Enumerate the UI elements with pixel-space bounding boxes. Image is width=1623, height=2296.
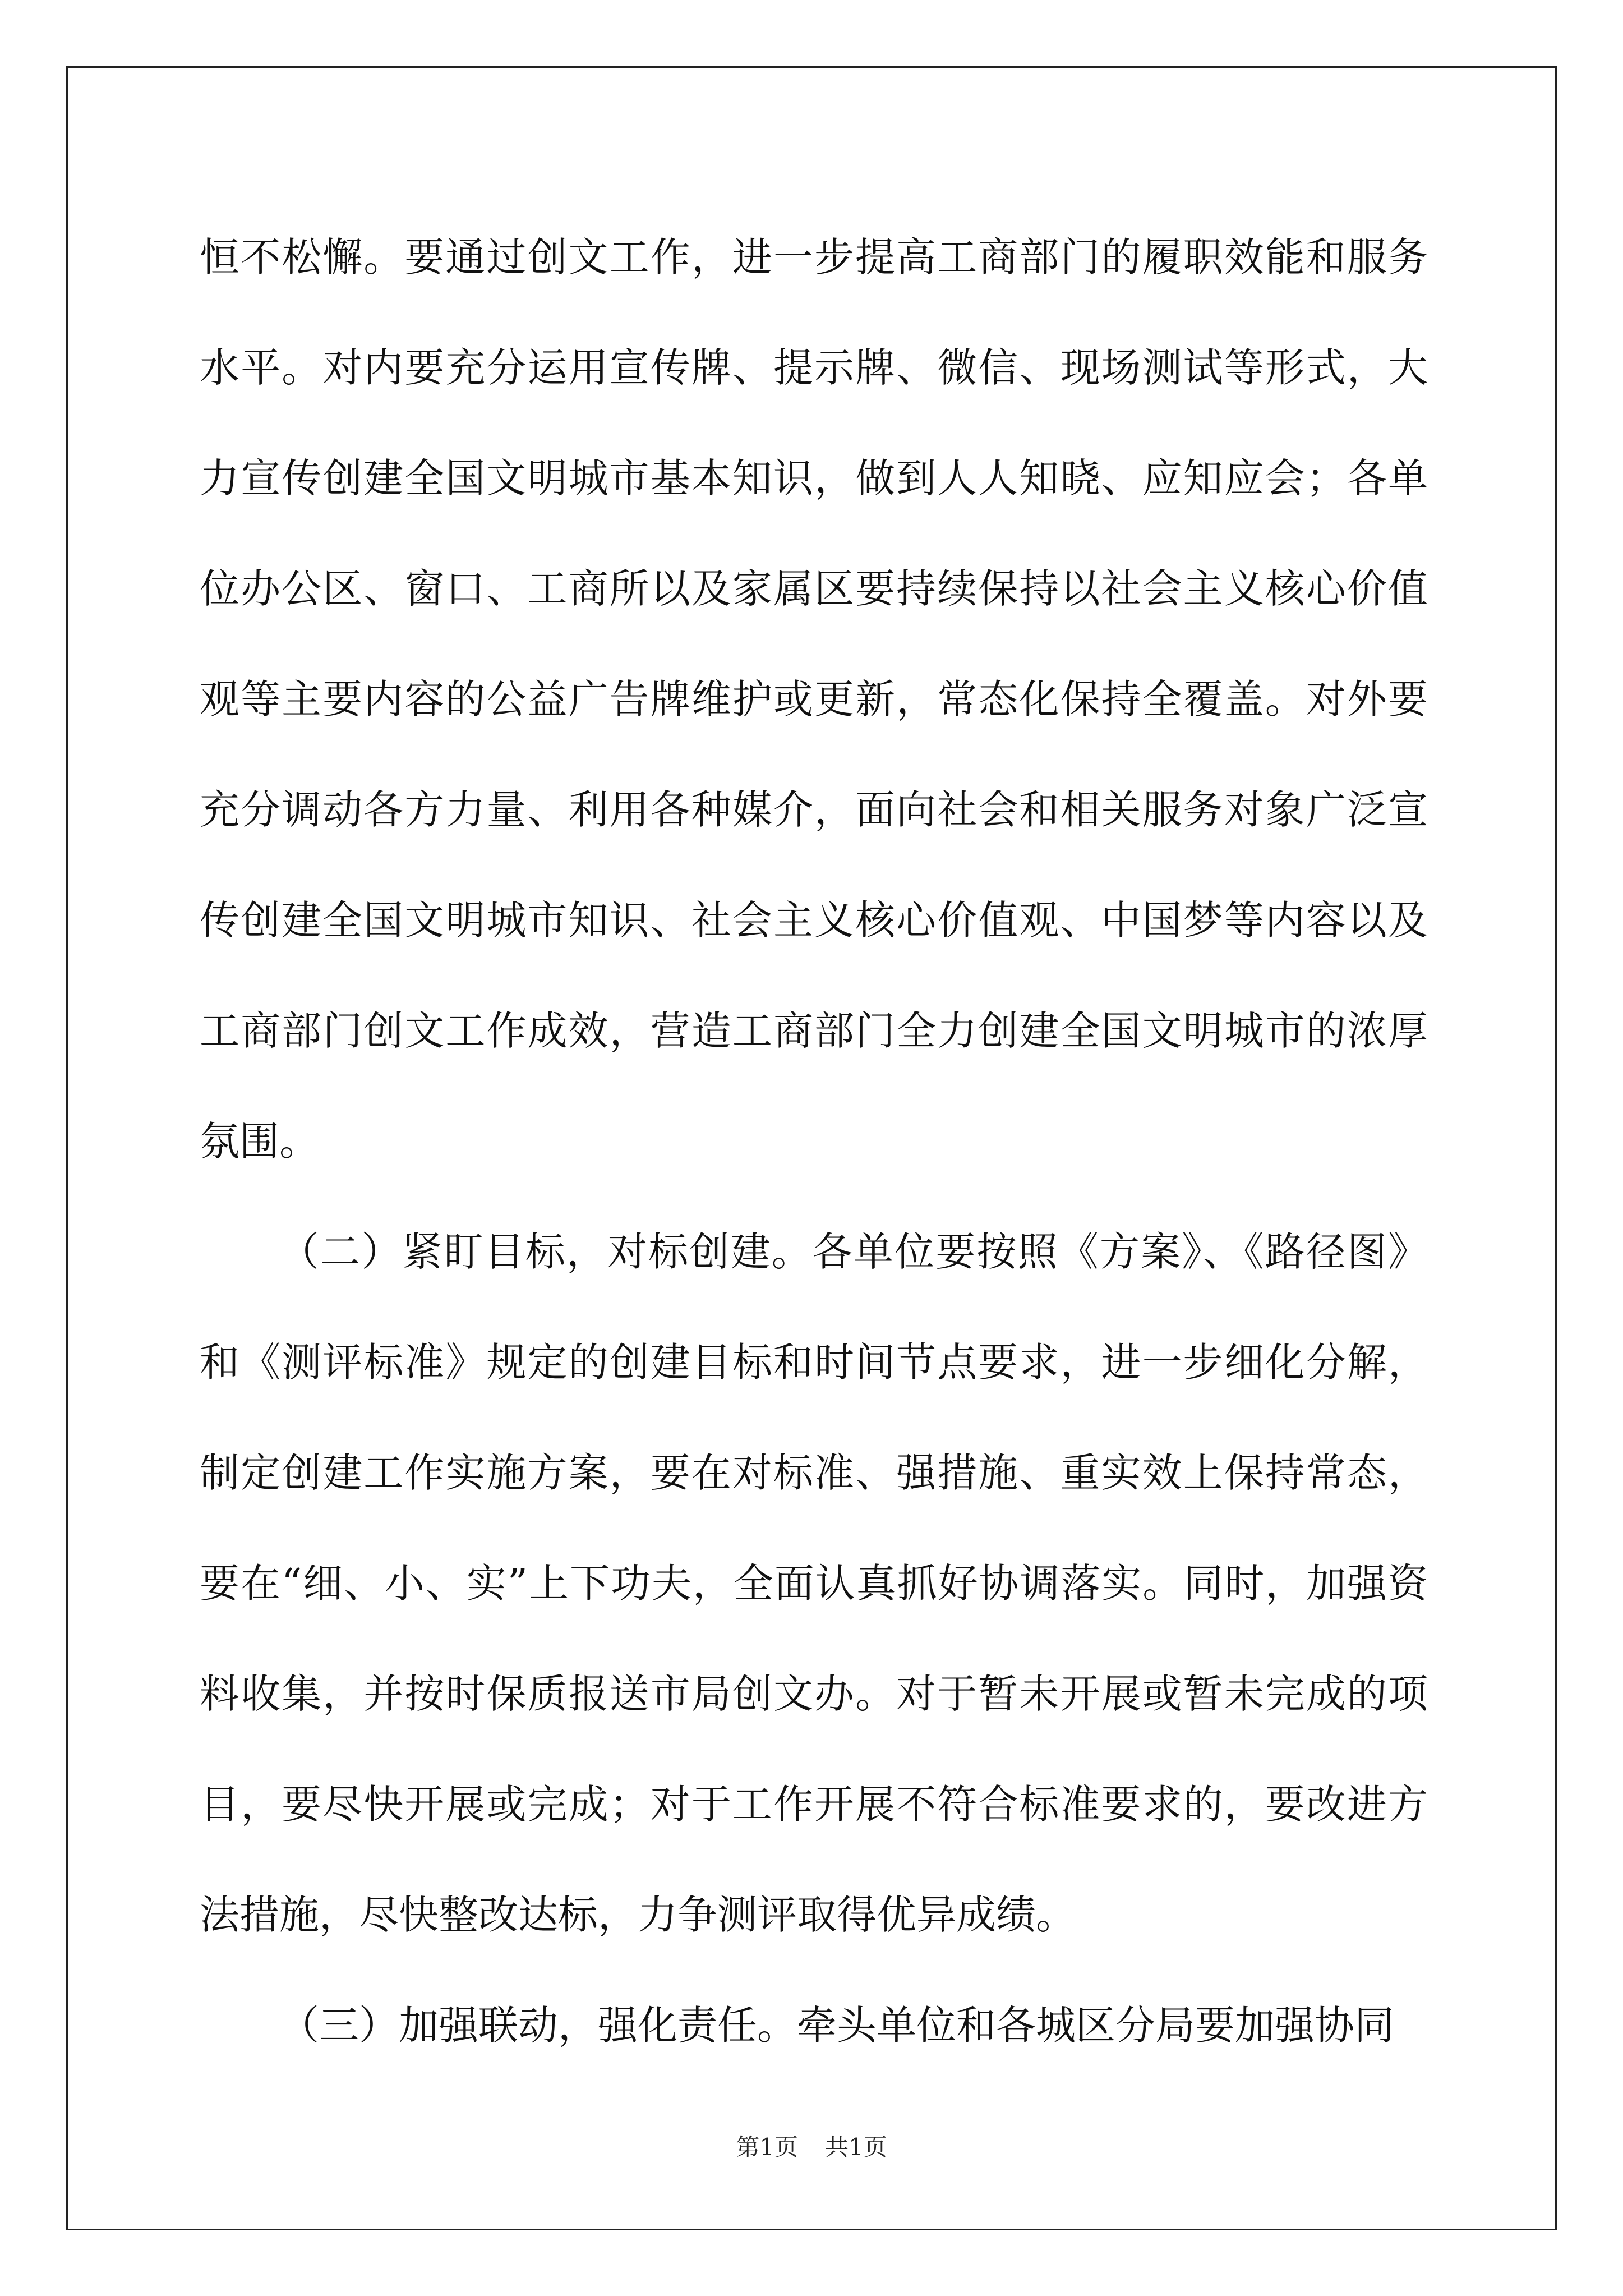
- paragraph-3: （三）加强联动，强化责任。牵头单位和各城区分局要加强协同: [279, 2002, 1395, 2049]
- page-footer: [0, 2129, 1623, 2162]
- paragraph-1: 恒不松懈。要通过创文工作，进一步提高工商部门的履职效能和服务水平。对内要充分运用宣传牌、提示牌、微信、现场测试等形式，大力宣传创建全国文明城市基本知识，做到人人知晓、应知应会；各单位办公区、窗口、工商所以及家属区要持续保持以社会主义核心价值观等主要内容的公益广告牌维护或更新，常态化保持全覆盖。对外要充分调动各方力量、利用各种媒介，面向社会和相关服务对象广泛宣传创建全国文明城市知识、社会主义核心价值观、中国梦等内容以及工商部门创文工作成效，营造工商部门全力创建全国文明城市的浓厚氛围。: [200, 234, 1428, 1165]
- document-body: [200, 202, 1428, 2081]
- page-total: 共1页: [825, 2133, 887, 2161]
- paragraph-2: （二）紧盯目标，对标创建。各单位要按照《方案》、《路径图》和《测评标准》规定的创建目标和时间节点要求，进一步细化分解，制定创建工作实施方案，要在对标准、强措施、重实效上保持常态，要在“细、小、实”上下功夫，全面认真抓好协调落实。同时，加强资料收集，并按时保质报送市局创文办。对于暂未开展或暂未完成的项目，要尽快开展或完成；对于工作开展不符合标准要求的，要改进方法措施，尽快整改达标，力争测评取得优异成绩。: [200, 1228, 1428, 1938]
- page-number: 第1页: [736, 2133, 798, 2161]
